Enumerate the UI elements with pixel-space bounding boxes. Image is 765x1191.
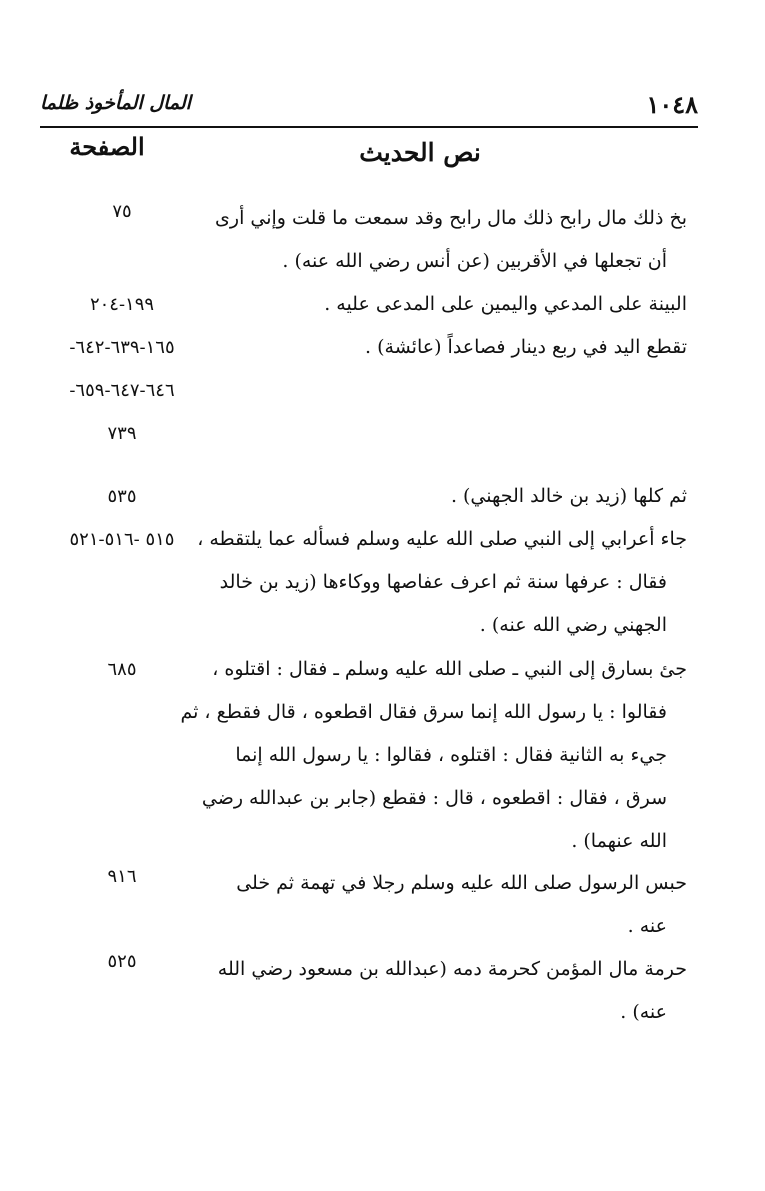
running-title: المال المأخوذ ظلما: [40, 92, 191, 114]
page-reference: ٥١٥ -٥١٦-٥٢١: [69, 529, 175, 550]
hadith-entry-pages: [42, 518, 202, 561]
hadith-entry-text: [217, 475, 687, 518]
hadith-entry-text: [217, 283, 687, 326]
hadith-text-line: الجهني رضي الله عنه) .: [479, 614, 667, 636]
hadith-entry-pages: [42, 190, 202, 233]
hadith-text-line: أن تجعلها في الأقربين (عن أنس رضي الله عنه) .: [282, 250, 667, 272]
hadith-text-line: البينة على المدعي واليمين على المدعى عليه .: [324, 293, 687, 315]
hadith-entry-text: [217, 326, 687, 369]
page-reference: ٦٤٦-٦٤٧-٦٥٩-: [69, 380, 175, 401]
hadith-text-line: حبس الرسول صلى الله عليه وسلم رجلا في تهمة ثم خلى: [236, 872, 687, 894]
page-reference: ٦٨٥: [107, 659, 137, 680]
hadith-entry-text: [217, 197, 687, 283]
hadith-entry-pages: [42, 326, 202, 455]
hadith-entry-text: [197, 518, 687, 647]
page-reference: ١٦٥-٦٣٩-٦٤٢-: [69, 337, 175, 358]
hadith-entry-text: [217, 862, 687, 948]
hadith-entry-pages: [42, 940, 202, 983]
hadith-text-line: سرق ، فقال : اقطعوه ، قال : فقطع (جابر بن عبدالله رضي: [201, 787, 667, 809]
hadith-entry-text: [180, 648, 687, 863]
hadith-text-line: جاء أعرابي إلى النبي صلى الله عليه وسلم فسأله عما يلتقطه ،: [197, 528, 687, 550]
hadith-entry-pages: [42, 283, 202, 326]
hadith-text-line: بخ ذلك مال رابح ذلك مال رابح وقد سمعت ما قلت وإني أرى: [215, 207, 687, 229]
hadith-text-line: تقطع اليد في ربع دينار فصاعداً (عائشة) .: [365, 336, 687, 358]
hadith-text-line: فقال : عرفها سنة ثم اعرف عفاصها ووكاءها (زيد بن خالد: [219, 571, 667, 593]
hadith-entry-pages: [42, 855, 202, 898]
hadith-text-line: ثم كلها (زيد بن خالد الجهني) .: [450, 485, 687, 507]
page-reference: ٥٣٥: [107, 486, 137, 507]
hadith-text-line: جئ بسارق إلى النبي ـ صلى الله عليه وسلم ـ فقال : اقتلوه ،: [212, 658, 687, 680]
page-reference: ٧٣٩: [107, 423, 137, 444]
hadith-text-line: عنه) .: [620, 1001, 667, 1023]
page-column-heading: الصفحة: [69, 132, 145, 161]
page-reference: ١٩٩-٢٠٤: [89, 294, 155, 315]
page-reference: ٥٢٥: [107, 951, 137, 972]
hadith-entry-text: [217, 948, 687, 1034]
hadith-entry-pages: [42, 475, 202, 518]
page-reference: ٧٥: [112, 201, 132, 222]
page-number: ١٠٤٨: [646, 90, 698, 119]
page-reference: ٩١٦: [107, 866, 137, 887]
hadith-text-column-heading: نص الحديث: [359, 138, 481, 167]
hadith-text-line: عنه .: [627, 915, 667, 937]
hadith-text-line: فقالوا : يا رسول الله إنما سرق فقال اقطعوه ، قال فقطع ، ثم: [180, 701, 667, 723]
hadith-text-line: الله عنهما) .: [571, 830, 667, 852]
hadith-entry-pages: [42, 648, 202, 691]
hadith-text-line: حرمة مال المؤمن كحرمة دمه (عبدالله بن مسعود رضي الله: [217, 958, 687, 980]
hadith-text-line: جيء به الثانية فقال : اقتلوه ، فقالوا : يا رسول الله إنما: [235, 744, 667, 766]
